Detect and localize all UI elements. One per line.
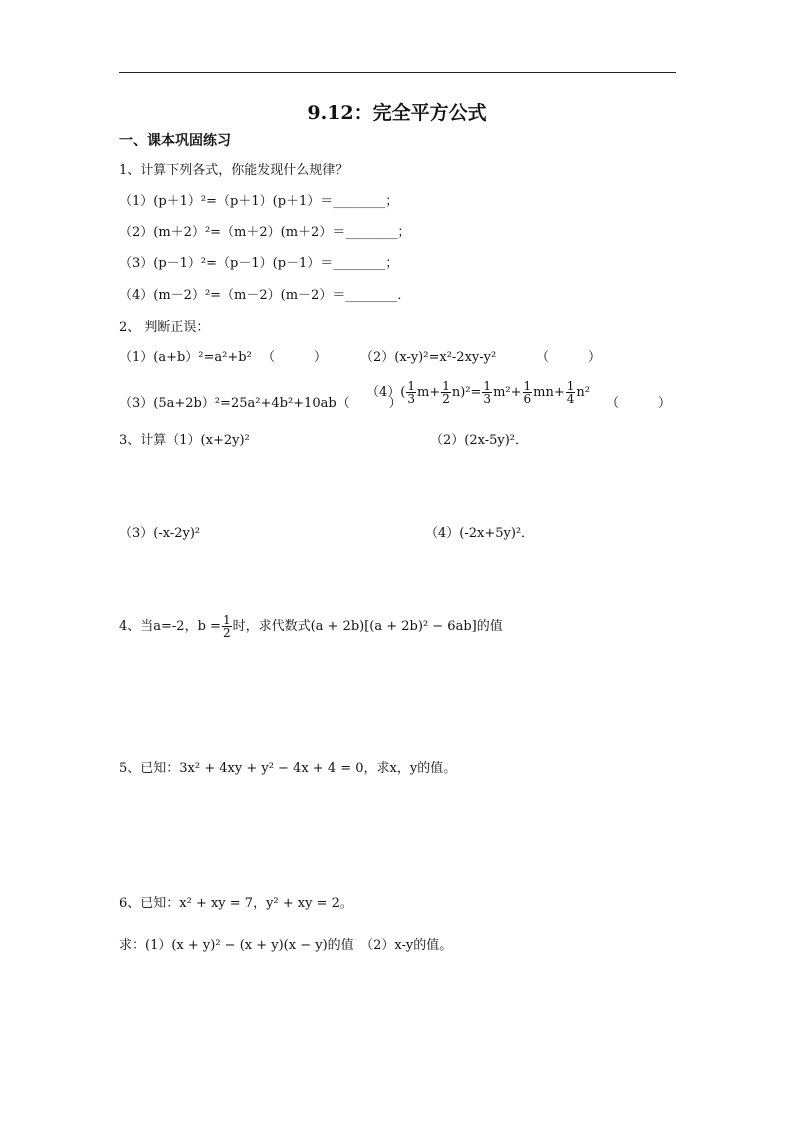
q2-item-2: （2）(x-y)²=x²-2xy-y²	[360, 350, 497, 365]
q4-suffix: 时，求代数式(a + 2b)[(a + 2b)² − 6ab]的值	[232, 619, 503, 634]
section-heading: 一、课本巩固练习	[119, 133, 231, 149]
term-3: m²+	[493, 385, 522, 400]
q4-fraction: $\frac{1}{2}$	[222, 613, 231, 640]
q3-item-2: （2）(2x-5y)²．	[430, 433, 529, 448]
header-rule	[119, 72, 676, 73]
q4-question	[119, 614, 503, 639]
q6-ask: 求：(1）(x + y)² − (x + y)(x − y)的值 （2）x-y的值。	[119, 938, 453, 953]
q6-stem: 6、已知：x² + xy = 7，y² + xy = 2。	[119, 896, 353, 911]
q1-stem: 1、计算下列各式，你能发现什么规律？	[119, 163, 349, 178]
q2-item-1-paren: （ ）	[262, 350, 328, 365]
q1-item-3: （3）(p－1）²=（p－1）(p－1）＝________；	[119, 256, 399, 271]
q3-item-3: （3）(-x-2y)²	[119, 526, 201, 541]
fraction-2: $\frac{1}{2}$	[442, 379, 450, 406]
term-5: n²	[576, 385, 590, 400]
q5-question: 5、已知：3x² + 4xy + y² − 4x + 4 = 0，求x，y的值。	[119, 761, 457, 776]
fraction-5: $\frac{1}{4}$	[566, 379, 575, 406]
fraction-1: $\frac{1}{3}$	[407, 379, 415, 406]
q2-item-1: （1）(a+b）²=a²+b²	[119, 350, 252, 365]
fraction-4: $\frac{1}{6}$	[523, 379, 532, 406]
q3-item-1: 3、计算（1）(x+2y)²	[119, 433, 250, 448]
q4-prefix: 4、当a=-2，b =	[119, 619, 221, 634]
q2-item-3: （3）(5a+2b）²=25a²+4b²+10ab（ ）	[119, 396, 402, 411]
q3-item-4: （4）(-2x+5y)²．	[425, 526, 535, 541]
term-4: mn+	[533, 385, 565, 400]
q2-item-4	[366, 380, 590, 405]
term-1: m+	[416, 385, 441, 400]
q1-item-2: （2）(m＋2）²=（m＋2）(m＋2）＝________；	[119, 225, 411, 240]
q2-item-2-paren: （ ）	[536, 350, 602, 365]
term-2: n)²=	[451, 385, 482, 400]
q1-item-4: （4）(m－2）²=（m－2）(m－2）＝________．	[119, 288, 411, 303]
q1-item-1: （1）(p＋1）²=（p＋1）(p＋1）＝________；	[119, 194, 399, 209]
page-title: 9.12：完全平方公式	[307, 102, 487, 124]
q2-item-4-prefix: （4）(	[366, 385, 406, 400]
q2-item-4-paren: （ ）	[606, 396, 672, 411]
fraction-3: $\frac{1}{3}$	[483, 379, 492, 406]
q2-stem: 2、 判断正误：	[119, 320, 210, 335]
